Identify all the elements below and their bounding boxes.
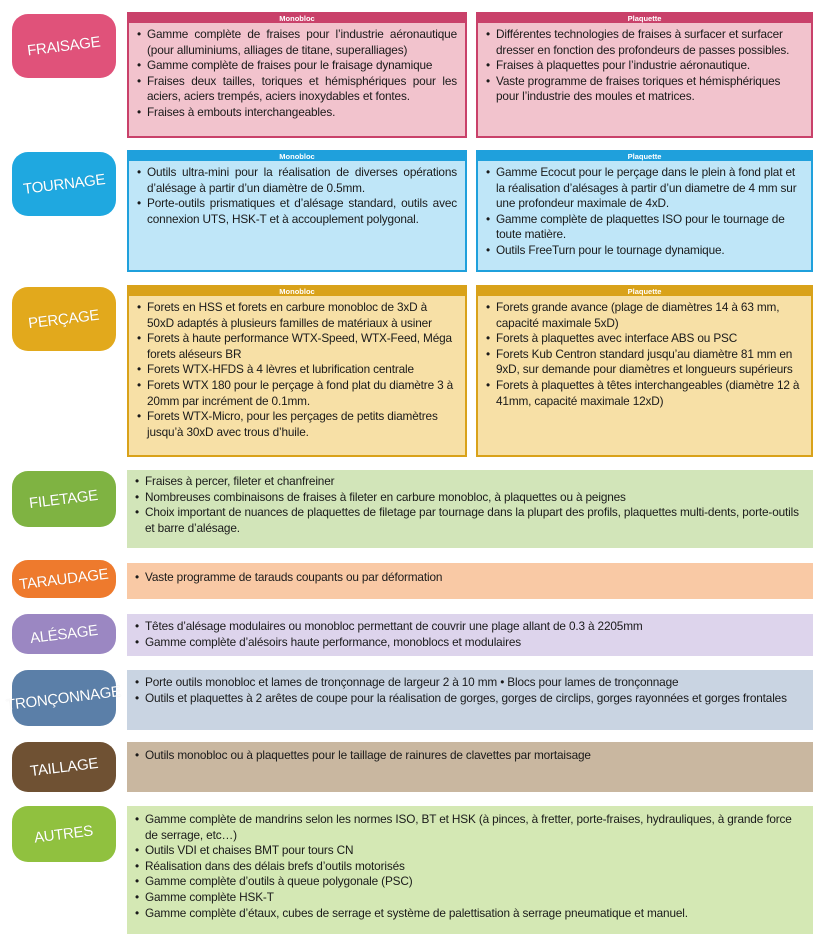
list-item: • Forets grande avance (plage de diamètres 14 à 63 mm, capacité maximale 5xD)	[486, 300, 803, 331]
percage-monobloc-list	[129, 296, 465, 443]
autres-list	[127, 806, 813, 924]
autres-panel	[127, 806, 813, 934]
tournage-plaquette-list	[478, 161, 811, 262]
list-item: • Vaste programme de fraises toriques et hémisphériques pour l’industrie des moules et matrices.	[486, 74, 803, 105]
list-item: • Gamme complète de mandrins selon les normes ISO, BT et HSK (à pinces, à fretter, porte-fraises, hydrauliques, à grande force de serrage, etc…)	[135, 812, 805, 843]
taillage-list	[127, 742, 813, 767]
taillage-label: TAILLAGE	[12, 742, 116, 792]
fraisage-plaquette-header: Plaquette	[478, 14, 811, 23]
list-item: • Réalisation dans des délais brefs d’outils motorisés	[135, 859, 805, 875]
list-item: • Outils VDI et chaises BMT pour tours CN	[135, 843, 805, 859]
list-item: • Gamme complète de fraises pour l’industrie aéronautique (pour alluminiums, alliages de titane, superalliages)	[137, 27, 457, 58]
taillage-panel	[127, 742, 813, 792]
fraisage-plaquette-list	[478, 23, 811, 108]
list-item: • Gamme complète HSK-T	[135, 890, 805, 906]
percage-plaquette-header: Plaquette	[478, 287, 811, 296]
list-item: • Forets Kub Centron standard jusqu’au diamètre 81 mm en 9xD, sur demande pour diamètres et longueurs supérieurs	[486, 347, 803, 378]
tournage-monobloc-header: Monobloc	[129, 152, 465, 161]
fraisage-label: FRAISAGE	[12, 14, 116, 78]
list-item: • Fraises à embouts interchangeables.	[137, 105, 457, 121]
percage-label: PERÇAGE	[12, 287, 116, 351]
percage-plaquette-panel	[476, 285, 813, 457]
alesage-list	[127, 614, 813, 653]
tronconnage-list	[127, 670, 813, 709]
list-item: • Vaste programme de tarauds coupants ou par déformation	[135, 570, 805, 586]
list-item: • Porte-outils prismatiques et d’alésage standard, outils avec connexion UTS, HSK-T et à accouplement polygonal.	[137, 196, 457, 227]
tournage-plaquette-header: Plaquette	[478, 152, 811, 161]
list-item: • Gamme complète d’alésoirs haute performance, monoblocs et modulaires	[135, 635, 805, 651]
list-item: • Forets en HSS et forets en carbure monobloc de 3xD à 50xD adaptés à plusieurs familles de matériaux à usiner	[137, 300, 457, 331]
list-item: • Gamme complète d’étaux, cubes de serrage et système de palettisation à serrage pneumatique et manuel.	[135, 906, 805, 922]
list-item: • Forets à plaquettes à têtes interchangeables (diamètre 12 à 41mm, capacité maximale 12xD)	[486, 378, 803, 409]
list-item: • Gamme complète de fraises pour le fraisage dynamique	[137, 58, 457, 74]
list-item: • Choix important de nuances de plaquettes de filetage par tournage dans la plupart des profils, plaquettes multi-dents, porte-outils et barre d’alésage.	[135, 505, 805, 536]
alesage-panel	[127, 614, 813, 656]
list-item: • Outils et plaquettes à 2 arêtes de coupe pour la réalisation de gorges, gorges de circlips, gorges rayonnées et gorges frontales	[135, 691, 805, 707]
list-item: • Fraises à plaquettes pour l’industrie aéronautique.	[486, 58, 803, 74]
filetage-list	[127, 470, 813, 539]
tournage-plaquette-panel	[476, 150, 813, 272]
fraisage-monobloc-panel	[127, 12, 467, 138]
list-item: • Gamme Ecocut pour le perçage dans le plein à fond plat et la réalisation d’alésages à partir d’un diametre de 4 mm sur une profondeur maximale de 4xD.	[486, 165, 803, 212]
fraisage-monobloc-list	[129, 23, 465, 124]
fraisage-monobloc-header: Monobloc	[129, 14, 465, 23]
taraudage-list	[127, 563, 813, 589]
taraudage-panel	[127, 563, 813, 599]
list-item: • Porte outils monobloc et lames de tronçonnage de largeur 2 à 10 mm • Blocs pour lames de tronçonnage	[135, 675, 805, 691]
percage-monobloc-header: Monobloc	[129, 287, 465, 296]
list-item: • Différentes technologies de fraises à surfacer et surfacer dresser en fonction des profondeurs de passes possibles.	[486, 27, 803, 58]
taraudage-label: TARAUDAGE	[12, 560, 116, 598]
tournage-monobloc-list	[129, 161, 465, 230]
alesage-label: ALÉSAGE	[12, 614, 116, 654]
list-item: • Forets WTX 180 pour le perçage à fond plat du diamètre 3 à 20mm par incrément de 0.1mm.	[137, 378, 457, 409]
list-item: • Outils monobloc ou à plaquettes pour le taillage de rainures de clavettes par mortaisage	[135, 748, 805, 764]
list-item: • Outils FreeTurn pour le tournage dynamique.	[486, 243, 803, 259]
tronconnage-panel	[127, 670, 813, 730]
list-item: • Outils ultra-mini pour la réalisation de diverses opérations d’alésage à partir d’un diamètre de 0.5mm.	[137, 165, 457, 196]
list-item: • Têtes d’alésage modulaires ou monobloc permettant de couvrir une plage allant de 0.3 à 2205mm	[135, 619, 805, 635]
list-item: • Gamme complète d’outils à queue polygonale (PSC)	[135, 874, 805, 890]
filetage-label: FILETAGE	[12, 471, 116, 527]
percage-monobloc-panel	[127, 285, 467, 457]
list-item: • Forets à plaquettes avec interface ABS ou PSC	[486, 331, 803, 347]
list-item: • Forets à haute performance WTX-Speed, WTX-Feed, Méga forets aléseurs BR	[137, 331, 457, 362]
filetage-panel	[127, 470, 813, 548]
percage-plaquette-list	[478, 296, 811, 412]
tournage-label: TOURNAGE	[12, 152, 116, 216]
list-item: • Fraises deux tailles, toriques et hémisphériques pour les aciers, aciers trempés, aciers inoxydables et fontes.	[137, 74, 457, 105]
list-item: • Fraises à percer, fileter et chanfreiner	[135, 474, 805, 490]
list-item: • Gamme complète de plaquettes ISO pour le tournage de toute matière.	[486, 212, 803, 243]
list-item: • Nombreuses combinaisons de fraises à fileter en carbure monobloc, à plaquettes ou à peignes	[135, 490, 805, 506]
autres-label: AUTRES	[12, 806, 116, 862]
list-item: • Forets WTX-HFDS à 4 lèvres et lubrification centrale	[137, 362, 457, 378]
tournage-monobloc-panel	[127, 150, 467, 272]
tronconnage-label: TRONÇONNAGE	[12, 670, 116, 726]
list-item: • Forets WTX-Micro, pour les perçages de petits diamètres jusqu’à 30xD avec trous d’huile.	[137, 409, 457, 440]
fraisage-plaquette-panel	[476, 12, 813, 138]
